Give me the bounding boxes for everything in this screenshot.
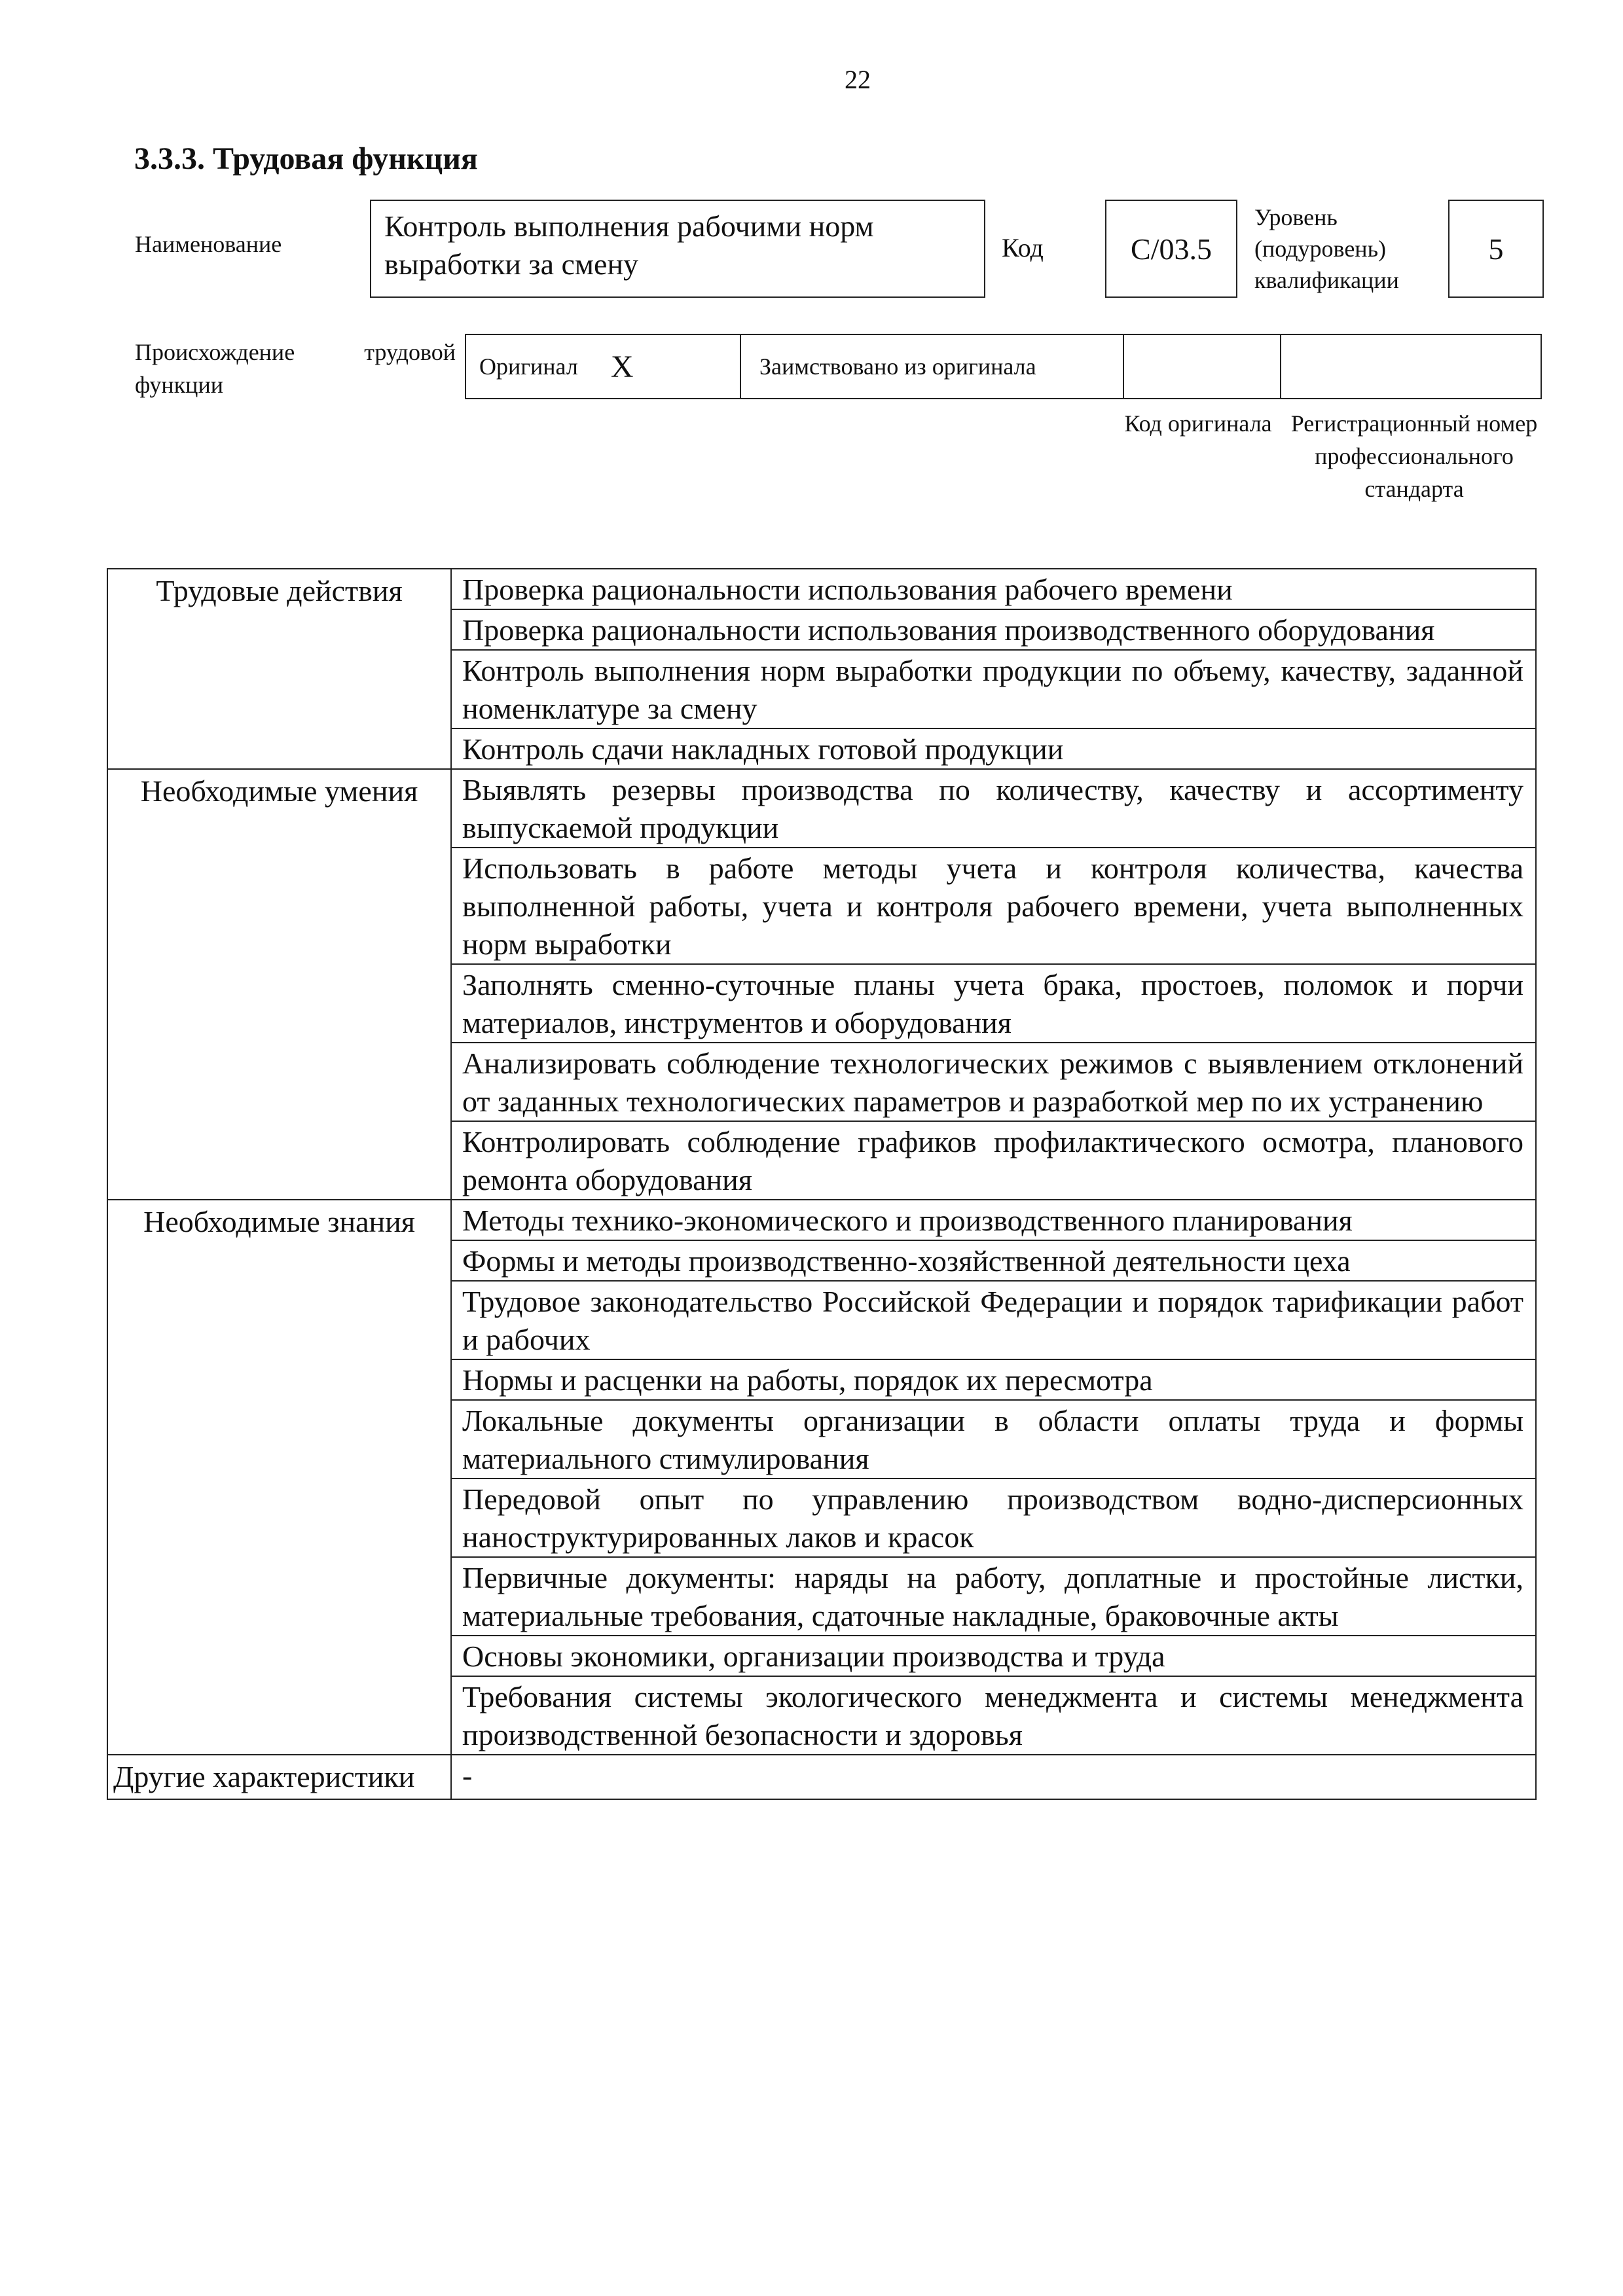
table-row xyxy=(107,569,1536,609)
section-item: Использовать в работе методы учета и контроля количества, качества выполненной работы, учета и контроля рабочего времени, учета выполненных норм выработки xyxy=(451,848,1536,964)
original-label: Оригинал xyxy=(479,353,578,380)
section-item: Нормы и расценки на работы, порядок их пересмотра xyxy=(451,1359,1536,1400)
section-title: Трудовые действия xyxy=(107,569,451,769)
section-item: Проверка рациональности использования рабочего времени xyxy=(451,569,1536,609)
section-item: Заполнять сменно-суточные планы учета брака, простоев, поломок и порчи материалов, инструментов и оборудования xyxy=(451,964,1536,1043)
table-row xyxy=(107,769,1536,848)
code-value: C/03.5 xyxy=(1105,200,1237,298)
table-row xyxy=(107,1755,1536,1799)
function-name-value: Контроль выполнения рабочими норм выработки за смену xyxy=(370,200,985,298)
original-code-cell xyxy=(1124,335,1281,398)
section-item: Методы технико-экономического и производственного планирования xyxy=(451,1200,1536,1240)
section-item: Первичные документы: наряды на работу, доплатные и простойные листки, материальные требования, сдаточные накладные, браковочные акты xyxy=(451,1557,1536,1636)
table-row xyxy=(107,1200,1536,1240)
origin-row xyxy=(465,334,1542,399)
section-item: Передовой опыт по управлению производством водно-дисперсионных наноструктурированных лаков и красок xyxy=(451,1479,1536,1557)
section-item: Контролировать соблюдение графиков профилактического осмотра, планового ремонта оборудования xyxy=(451,1121,1536,1200)
original-cell xyxy=(466,335,741,398)
section-item: Основы экономики, организации производства и труда xyxy=(451,1636,1536,1676)
section-item: Выявлять резервы производства по количеству, качеству и ассортименту выпускаемой продукции xyxy=(451,769,1536,848)
section-item: Проверка рациональности использования производственного оборудования xyxy=(451,609,1536,650)
section-item: Локальные документы организации в области оплаты труда и формы материального стимулирования xyxy=(451,1400,1536,1479)
level-label: Уровень (подуровень) квалификации xyxy=(1254,204,1399,293)
origin-label-word3: функции xyxy=(135,372,223,398)
original-mark: X xyxy=(610,349,634,384)
registration-number-caption: Регистрационный номер профессионального стандарта xyxy=(1290,410,1538,502)
name-label: Наименование xyxy=(135,231,282,257)
section-heading: 3.3.3. Трудовая функция xyxy=(134,141,478,176)
section-item: Контроль сдачи накладных готовой продукции xyxy=(451,728,1536,769)
level-value: 5 xyxy=(1448,200,1544,298)
characteristics-table xyxy=(107,568,1537,1800)
page-number: 22 xyxy=(845,65,871,94)
original-code-caption: Код оригинала xyxy=(1124,410,1272,437)
section-title: Необходимые умения xyxy=(107,769,451,1200)
origin-label-word2: трудовой xyxy=(364,339,456,365)
section-item: Требования системы экологического менеджмента и системы менеджмента производственной безопасности и здоровья xyxy=(451,1676,1536,1755)
code-label: Код xyxy=(1002,233,1044,262)
section-item: Трудовое законодательство Российской Федерации и порядок тарификации работ и рабочих xyxy=(451,1281,1536,1359)
origin-label-word1: Происхождение xyxy=(135,339,295,365)
section-item: Контроль выполнения норм выработки продукции по объему, качеству, заданной номенклатуре за смену xyxy=(451,650,1536,728)
borrowed-cell: Заимствовано из оригинала xyxy=(741,335,1124,398)
section-item: Анализировать соблюдение технологических режимов с выявлением отклонений от заданных технологических параметров и разработкой мер по их устранению xyxy=(451,1043,1536,1121)
registration-number-cell xyxy=(1281,335,1543,398)
section-item: Формы и методы производственно-хозяйственной деятельности цеха xyxy=(451,1240,1536,1281)
origin-label xyxy=(135,336,456,401)
section-title: Другие характеристики xyxy=(107,1755,451,1799)
section-title: Необходимые знания xyxy=(107,1200,451,1755)
section-item: - xyxy=(451,1755,1536,1799)
